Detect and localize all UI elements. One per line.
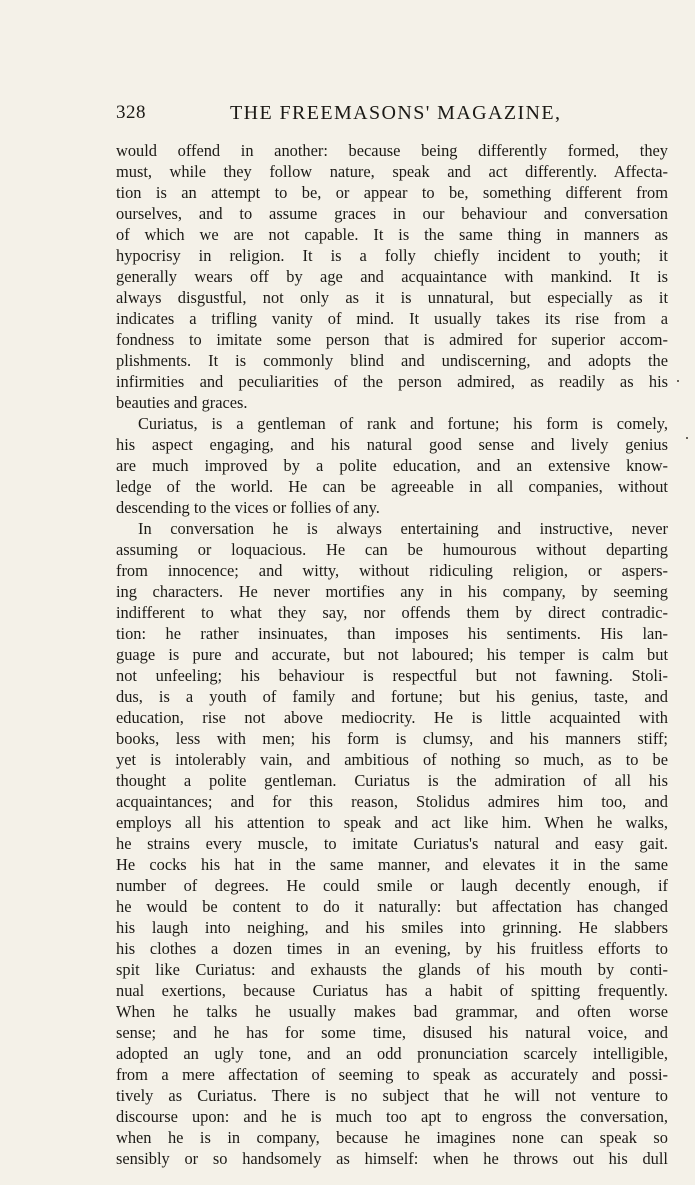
text-line: plishments. It is commonly blind and undiscerning, and adopts the [116,351,668,370]
running-title: THE FREEMASONS' MAGAZINE, [230,102,562,124]
text-line: nual exertions, because Curiatus has a habit of spitting frequently. [116,981,668,1000]
body-text [116,140,668,1169]
text-line: always disgustful, not only as it is unnatural, but especially as it [116,288,668,307]
text-line: not unfeeling; his behaviour is respectful but not fawning. Stoli- [116,666,668,685]
text-line: would offend in another: because being differently formed, they [116,141,668,160]
text-line: discourse upon: and he is much too apt to engross the conversation, [116,1107,668,1126]
text-line: from a mere affectation of seeming to speak as accurately and possi- [116,1065,668,1084]
text-line: his clothes a dozen times in an evening, by his fruitless efforts to [116,939,668,958]
text-line: yet is intolerably vain, and ambitious of nothing so much, as to be [116,750,668,769]
text-line: indicates a trifling vanity of mind. It usually takes its rise from a [116,309,668,328]
text-line: sense; and he has for some time, disused his natural voice, and [116,1023,668,1042]
text-line: In conversation he is always entertaining and instructive, never [138,519,668,538]
text-line: infirmities and peculiarities of the person admired, as readily as his [116,372,668,391]
text-line: his laugh into neighing, and his smiles into grinning. He slabbers [116,918,668,937]
text-line: tion is an attempt to be, or appear to be, something different from [116,183,668,202]
text-line: books, less with men; his form is clumsy, and his manners stiff; [116,729,668,748]
margin-speck [686,437,688,439]
text-line: Curiatus, is a gentleman of rank and fortune; his form is comely, [138,414,668,433]
text-line: tion: he rather insinuates, than imposes his sentiments. His lan- [116,624,668,643]
page-header [116,102,676,132]
text-line: fondness to imitate some person that is admired for superior accom- [116,330,668,349]
text-line: he would be content to do it naturally: but affectation has changed [116,897,668,916]
text-line: adopted an ugly tone, and an odd pronunciation scarcely intelligible, [116,1044,668,1063]
text-line: guage is pure and accurate, but not laboured; his temper is calm but [116,645,668,664]
text-line: when he is in company, because he imagines none can speak so [116,1128,668,1147]
text-line: dus, is a youth of family and fortune; but his genius, taste, and [116,687,668,706]
text-line: employs all his attention to speak and act like him. When he walks, [116,813,668,832]
text-line: education, rise not above mediocrity. He is little acquainted with [116,708,668,727]
text-line: sensibly or so handsomely as himself: when he throws out his dull [116,1149,668,1168]
text-line: generally wears off by age and acquaintance with mankind. It is [116,267,668,286]
text-line: He cocks his hat in the same manner, and elevates it in the same [116,855,668,874]
text-line: indifferent to what they say, nor offends them by direct contradic- [116,603,668,622]
margin-speck [677,380,679,382]
text-line: of which we are not capable. It is the same thing in manners as [116,225,668,244]
text-line: hypocrisy in religion. It is a folly chiefly incident to youth; it [116,246,668,265]
text-line: from innocence; and witty, without ridiculing religion, or aspers- [116,561,668,580]
text-line: ourselves, and to assume graces in our behaviour and conversation [116,204,668,223]
text-line: number of degrees. He could smile or laugh decently enough, if [116,876,668,895]
page-number: 328 [116,102,146,123]
text-line: spit like Curiatus: and exhausts the glands of his mouth by conti- [116,960,668,979]
text-line: ledge of the world. He can be agreeable in all companies, without [116,477,668,496]
text-line: ing characters. He never mortifies any in his company, by seeming [116,582,668,601]
text-line: beauties and graces. [116,393,248,412]
text-line: assuming or loquacious. He can be humourous without departing [116,540,668,559]
text-line: must, while they follow nature, speak and act differently. Affecta- [116,162,668,181]
text-line: acquaintances; and for this reason, Stolidus admires him too, and [116,792,668,811]
text-line: are much improved by a polite education, and an extensive know- [116,456,668,475]
text-line: descending to the vices or follies of any. [116,498,380,517]
text-line: his aspect engaging, and his natural good sense and lively genius [116,435,668,454]
text-line: When he talks he usually makes bad grammar, and often worse [116,1002,668,1021]
text-line: he strains every muscle, to imitate Curiatus's natural and easy gait. [116,834,668,853]
text-line: thought a polite gentleman. Curiatus is the admiration of all his [116,771,668,790]
text-line: tively as Curiatus. There is no subject that he will not venture to [116,1086,668,1105]
